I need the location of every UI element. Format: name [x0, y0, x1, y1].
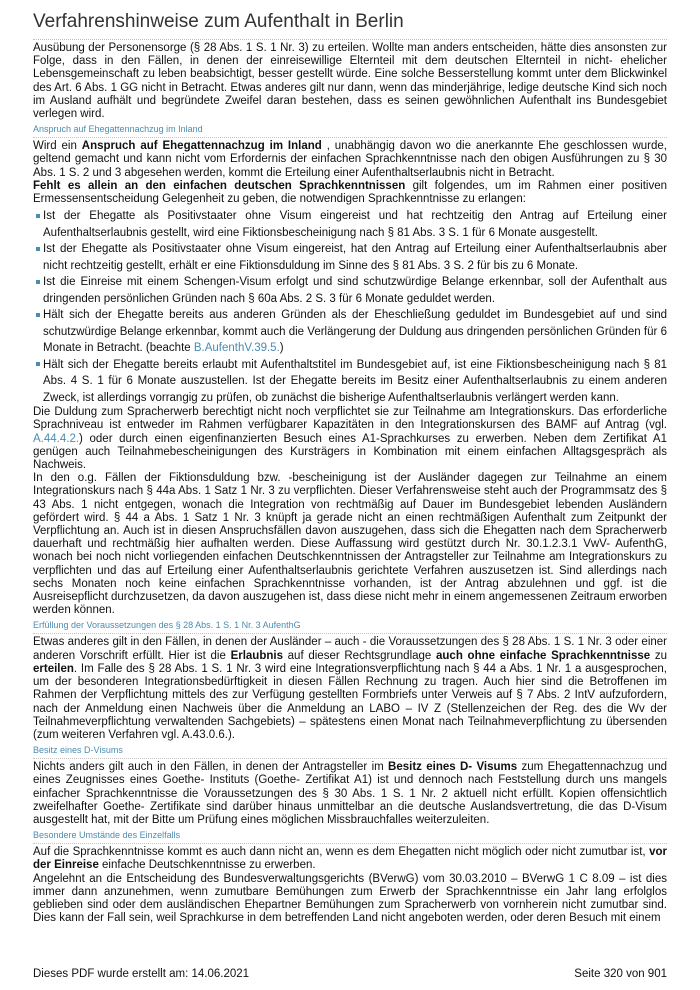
- paragraph: Nichts anders gilt auch in den Fällen, in denen der Antragsteller im Besitz eines D- Visums zum Ehegattennachzug und eines Zeugnisses eines Goethe- Instituts (Goethe- Zertifikat A1) ist und dennoch nach Feststellung durch uns mangels einfacher Sprachkenntnisse die Voraussetzungen des § 30 Abs. 1 S. 1 Nr. 2 aktuell nicht erfüllt. Kopien offensichtlich zweifelhafter Goethe- Zertifikate sind darüber hinaus unmittelbar an die deutsche Auslandsvertretung, die das D-Visum ausgestellt hat, mit der Bitte um Prüfung eines möglichen Missbrauchfalles weiterzuleiten.: [33, 761, 668, 826]
- list-item: Ist der Ehegatte als Positivstaater ohne Visum eingereist und hat rechtzeitig den Antrag auf Erteilung einer Aufenthaltserlaubnis gestellt, wird eine Fiktionsbescheinigung nach § 81 Abs. 3 S. 1 für 6 Monate ausgestellt.: [33, 208, 667, 241]
- list-item: Hält sich der Ehegatte bereits erlaubt mit Aufenthaltstitel im Bundesgebiet auf, ist eine Fiktionsbescheinigung nach § 81 Abs. 4 S. 1 für 6 Monate auszustellen. Ist der Ehegatte bereits im Besitz einer Aufenthaltserlaubnis zu einem anderen Zweck, ist allerdings vorrangig zu prüfen, ob zunächst die bisherige Aufenthaltserlaubnis verlängert werden kann.: [33, 357, 667, 407]
- paragraph: Etwas anderes gilt in den Fällen, in denen der Ausländer – auch - die Voraussetzungen des § 28 Abs. 1 S. 1 Nr. 3 oder einer anderen Vorschrift erfüllt. Hier ist die Erlaubnis auf dieser Rechtsgrundlage auch ohne einfache Sprachkenntnisse zu erteilen. Im Falle des § 28 Abs. 1 S. 1 Nr. 3 wird eine Integrationsverpflichtung nach § 44 a Abs. 1 Nr. 1 a ausgesprochen, um der besonderen Integrationsbedürftigkeit in diesen Fällen Rechnung zu tragen. Auch hier sind die Betroffenen im Rahmen der Verpflichtung mittels des zur Verfügung gestellten Formbriefs unter Verweis auf § 7 Abs. 2 IntV aufzufordern, nach der Anmeldung einen Nachweis über die Anmeldung an LABO – IV Z (Stellenzeichen der Reg. des die Wv der Teilnahmeverpflichtung verwaltenden Sachgebiets) – spätestens einen Monat nach Teilnahmeverpflichtung zu übersenden (zum weiteren Verfahren vgl. A.43.0.6.).: [33, 636, 667, 741]
- paragraph: Die Duldung zum Spracherwerb berechtigt nicht noch verpflichtet sie zur Teilnahme am Integrationskurs. Das erforderliche Sprachniveau ist entweder im Rahmen verfügbarer Kapazitäten in den Integrationskursen des BAMF auf Antrag (vgl. A.44.4.2.) oder durch einen eigenfinanzierten Besuch eines A1-Sprachkurses zu erwerben. Neben dem Zertifikat A1 genügen auch Teilnahmebescheinigungen des Kursträgers in Kombination mit einem einfachen Alltagsgespräch als Nachweis.: [33, 406, 667, 472]
- page-title: Verfahrenshinweise zum Aufenthalt in Berlin: [33, 10, 667, 40]
- section-heading-d-visum: Besitz eines D-Visums: [33, 744, 667, 759]
- page-footer: [33, 968, 667, 980]
- bullet-list: [33, 208, 667, 406]
- reference-link-a44[interactable]: A.44.4.2.: [33, 432, 80, 445]
- list-item: Ist der Ehegatte als Positivstaater ohne Visum eingereist, hat den Antrag auf Erteilung einer Aufenthaltserlaubnis aber nicht rechtzeitig gestellt, erhält er eine Fiktionsduldung im Sinne des § 81 Abs. 3 S. 2 für bis zu 6 Monate.: [33, 241, 667, 274]
- section-heading-voraussetzungen: Erfüllung der Voraussetzungen des § 28 Abs. 1 S. 1 Nr. 3 AufenthG: [33, 619, 667, 634]
- footer-page-number: Seite 320 von 901: [574, 968, 667, 980]
- section-heading-ehegattennachzug: Anspruch auf Ehegattennachzug im Inland: [33, 123, 667, 138]
- list-item: Hält sich der Ehegatte bereits aus anderen Gründen als der Eheschließung geduldet im Bundesgebiet auf und sind schutzwürdige Belange erkennbar, kommt auch die Verlängerung der Duldung aus dringenden persönlichen Gründen für 6 Monate in Betracht. (beachte B.AufenthV.39.5.): [33, 307, 667, 357]
- document-page: [33, 10, 667, 925]
- paragraph: Wird ein Anspruch auf Ehegattennachzug im Inland , unabhängig davon wo die anerkannte Ehe geschlossen wurde, geltend gemacht und kann nicht vom Erfordernis der einfachen Sprachkenntnisse nach den obigen Ausführungen zu § 30 Abs. 1 S. 2 und 3 abgesehen werden, kommt die Erteilung einer Aufenthaltserlaubnis nicht in Betracht.: [33, 140, 667, 179]
- paragraph: In den o.g. Fällen der Fiktionsduldung bzw. -bescheinigung ist der Ausländer dagegen zur Teilnahme an einem Integrationskurs nach § 44a Abs. 1 Satz 1 Nr. 3 zu verpflichten. Dieser Verfahrensweise steht auch der Programmsatz des § 43 Abs. 1 nicht entgegen, wonach die Integration von rechtmäßig auf Dauer im Bundesgebiet lebenden Ausländern gefördert wird. § 44 a Abs. 1 Satz 1 Nr. 3 knüpft ja gerade nicht an einen rechtmäßigen Aufenthalt zum Zeitpunkt der Verpflichtung an. Auch ist in diesen Anspruchsfällen davon auszugehen, dass sich die Ehegatten nach dem Spracherwerb dauerhaft und rechtmäßig hier aufhalten werden. Diese Auffassung wird gestützt durch Nr. 30.1.2.3.1 VwV- AufenthG, wonach bei noch nicht vorliegenden einfachen Deutschkenntnissen der Antragsteller zur Teilnahme am Integrationskurs zu verpflichten und das auf Erteilung einer Aufenthaltserlaubnis gerichtete Verfahren auszusetzen ist. Sind allerdings nach sechs Monaten noch keine einfachen Sprachkenntnisse vorhanden, ist der Antrag abzulehnen und ggf. ist die Ausreisepflicht durchzusetzen, da davon auszugehen ist, dass diese nicht mehr in einem angemessenen Zeitraum erworben werden können.: [33, 472, 667, 617]
- list-item: Ist die Einreise mit einem Schengen-Visum erfolgt und sind schutzwürdige Belange erkennbar, soll der Aufenthalt aus dringenden persönlichen Gründen nach § 60a Abs. 2 S. 3 für 6 Monate geduldet werden.: [33, 274, 667, 307]
- paragraph: Auf die Sprachkenntnisse kommt es auch dann nicht an, wenn es dem Ehegatten nicht möglich oder nicht zumutbar ist, vor der Einreise einfache Deutschkenntnisse zu erwerben.: [33, 846, 667, 872]
- footer-created-date: Dieses PDF wurde erstellt am: 14.06.2021: [33, 968, 250, 980]
- section-heading-einzelfall: Besondere Umstände des Einzelfalls: [33, 829, 667, 844]
- paragraph: Fehlt es allein an den einfachen deutschen Sprachkenntnissen gilt folgendes, um im Rahmen einer positiven Ermessensentscheidung Gelegenheit zu geben, die notwendigen Sprachkenntnisse zu erlangen:: [33, 179, 667, 206]
- reference-link-aufenthv[interactable]: B.AufenthV.39.5.: [193, 342, 280, 355]
- intro-paragraph: Ausübung der Personensorge (§ 28 Abs. 1 S. 1 Nr. 3) zu erteilen. Wollte man anders entscheiden, hätte dies ansonsten zur Folge, dass in den Fällen, in denen der einreisewillige Elternteil mit dem deutschen Elternteil in nicht- ehelicher Lebensgemeinschaft zu leben beabsichtigt, besser gestellt würde. Eine solche Besserstellung kommt unter dem Blickwinkel des Art. 6 Abs. 1 GG nicht in Betracht. Etwas anderes gilt nur dann, wenn das minderjährige, ledige deutsche Kind sich noch im Ausland aufhält und begründete Zweifel daran bestehen, dass es seinen gewöhnlichen Aufenthalt ins Bundesgebiet verlegen wird.: [33, 42, 667, 121]
- paragraph: Angelehnt an die Entscheidung des Bundesverwaltungsgerichts (BVerwG) vom 30.03.2010 – BVerwG 1 C 8.09 – ist dies immer dann anzunehmen, wenn zumutbare Bemühungen zum Erwerb der Sprachkenntnisse ein Jahr lang erfolglos geblieben sind oder dem ausländischen Ehepartner Bemühungen zum Spracherwerb von vornherein nicht zumutbar sind. Dies kann der Fall sein, weil Sprachkurse in dem betreffenden Land nicht angeboten werden, oder deren Besuch mit einem: [33, 872, 667, 925]
